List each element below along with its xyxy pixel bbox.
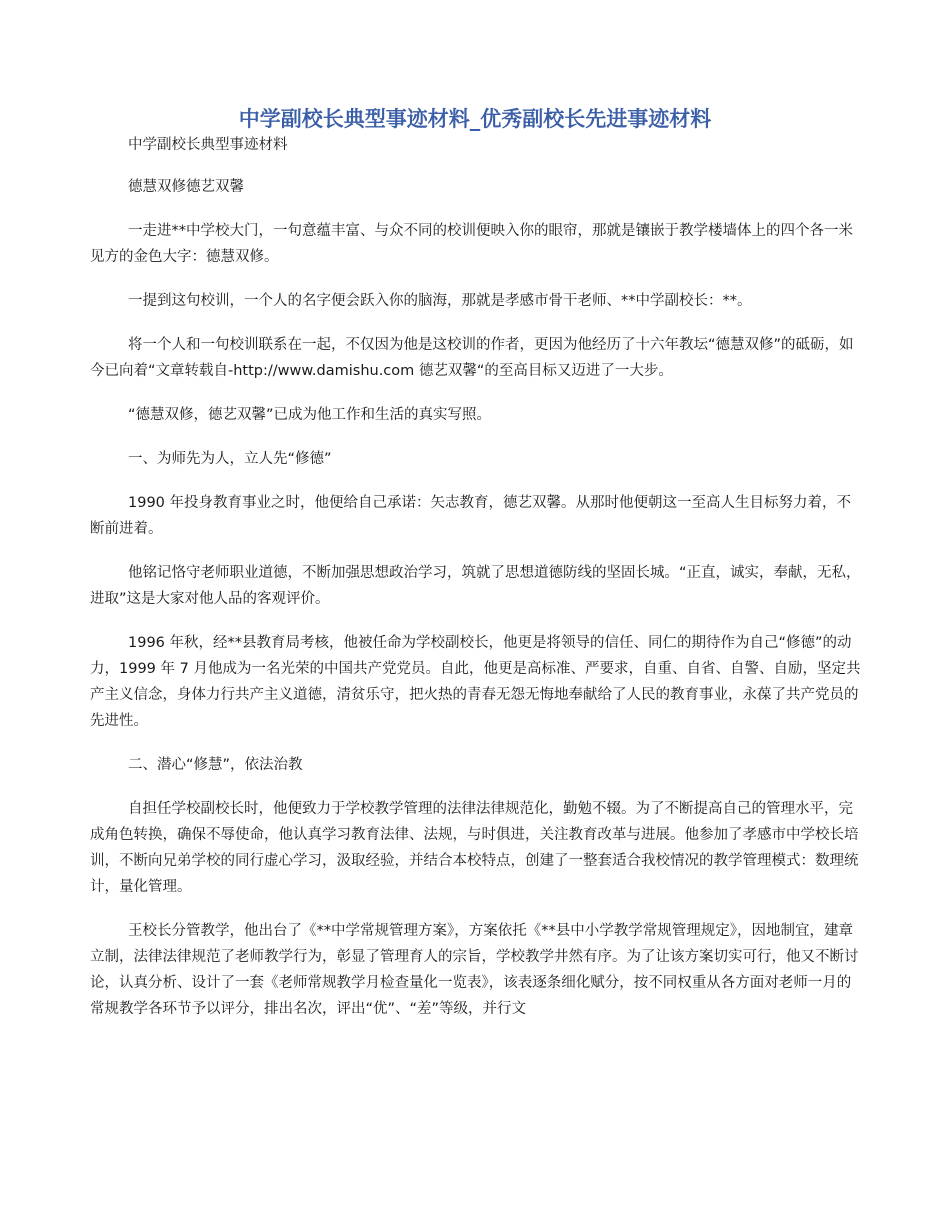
document-title: 中学副校长典型事迹材料_优秀副校长先进事迹材料 — [238, 107, 712, 131]
document-body — [90, 132, 865, 1040]
section-heading: 一、为师先为人，立人先“修德” — [128, 451, 332, 467]
paragraph: 将一个人和一句校训联系在一起，不仅因为他是这校训的作者，更因为他经历了十六年教坛“德慧双修”的砥砺，如今已向着“文章转载自-http://www.damishu.com 德艺双馨“的至高目标又迈进了一大步。 — [90, 337, 854, 379]
paragraph: 1996 年秋，经**县教育局考核，他被任命为学校副校长，他更是将领导的信任、同仁的期待作为自己“修德”的动力，1999 年 7 月他成为一名光荣的中国共产党党员。自此，他更是高标准、严要求，自重、自省、自警、自励，坚定共产主义信念，身体力行共产主义道德，清贫乐守，把火热的青春无怨无悔地奉献给了人民的教育事业，永葆了共产党员的先进性。 — [90, 635, 861, 729]
paragraph: “德慧双修，德艺双馨”已成为他工作和生活的真实写照。 — [128, 407, 492, 423]
paragraph: 他铭记恪守老师职业道德，不断加强思想政治学习，筑就了思想道德防线的坚固长城。“正直，诚实，奉献，无私，进取”这是大家对他人品的客观评价。 — [90, 565, 861, 607]
section-heading: 德慧双修德艺双馨 — [128, 179, 244, 195]
subtitle-line: 中学副校长典型事迹材料 — [128, 137, 288, 153]
paragraph: 一走进**中学校大门，一句意蕴丰富、与众不同的校训便映入你的眼帘，那就是镶嵌于教学楼墙体上的四个各一米见方的金色大字：德慧双修。 — [90, 223, 853, 265]
paragraph: 一提到这句校训，一个人的名字便会跃入你的脑海，那就是孝感市骨干老师、**中学副校长：**。 — [128, 293, 752, 309]
paragraph: 1990 年投身教育事业之时，他便给自己承诺：矢志教育，德艺双馨。从那时他便朝这一至高人生目标努力着，不断前进着。 — [90, 495, 852, 537]
section-heading: 二、潜心“修慧”，依法治教 — [128, 757, 303, 773]
paragraph: 自担任学校副校长时，他便致力于学校教学管理的法律法律规范化，勤勉不辍。为了不断提高自己的管理水平，完成角色转换，确保不辱使命，他认真学习教育法律、法规，与时俱进，关注教育改革与进展。他参加了孝感市中学校长培训，不断向兄弟学校的同行虚心学习，汲取经验，并结合本校特点，创建了一整套适合我校情况的教学管理模式：数理统计，量化管理。 — [90, 801, 859, 895]
paragraph: 王校长分管教学，他出台了《**中学常规管理方案》，方案依托《**县中小学教学常规管理规定》，因地制宜，建章立制，法律法律规范了老师教学行为，彰显了管理育人的宗旨，学校教学井然有序。为了让该方案切实可行，他又不断讨论，认真分析、设计了一套《老师常规教学月检查量化一览表》，该表逐条细化赋分，按不同权重从各方面对老师一月的常规教学各环节予以评分，排出名次，评出“优”、“差”等级，并行文 — [90, 923, 859, 1017]
